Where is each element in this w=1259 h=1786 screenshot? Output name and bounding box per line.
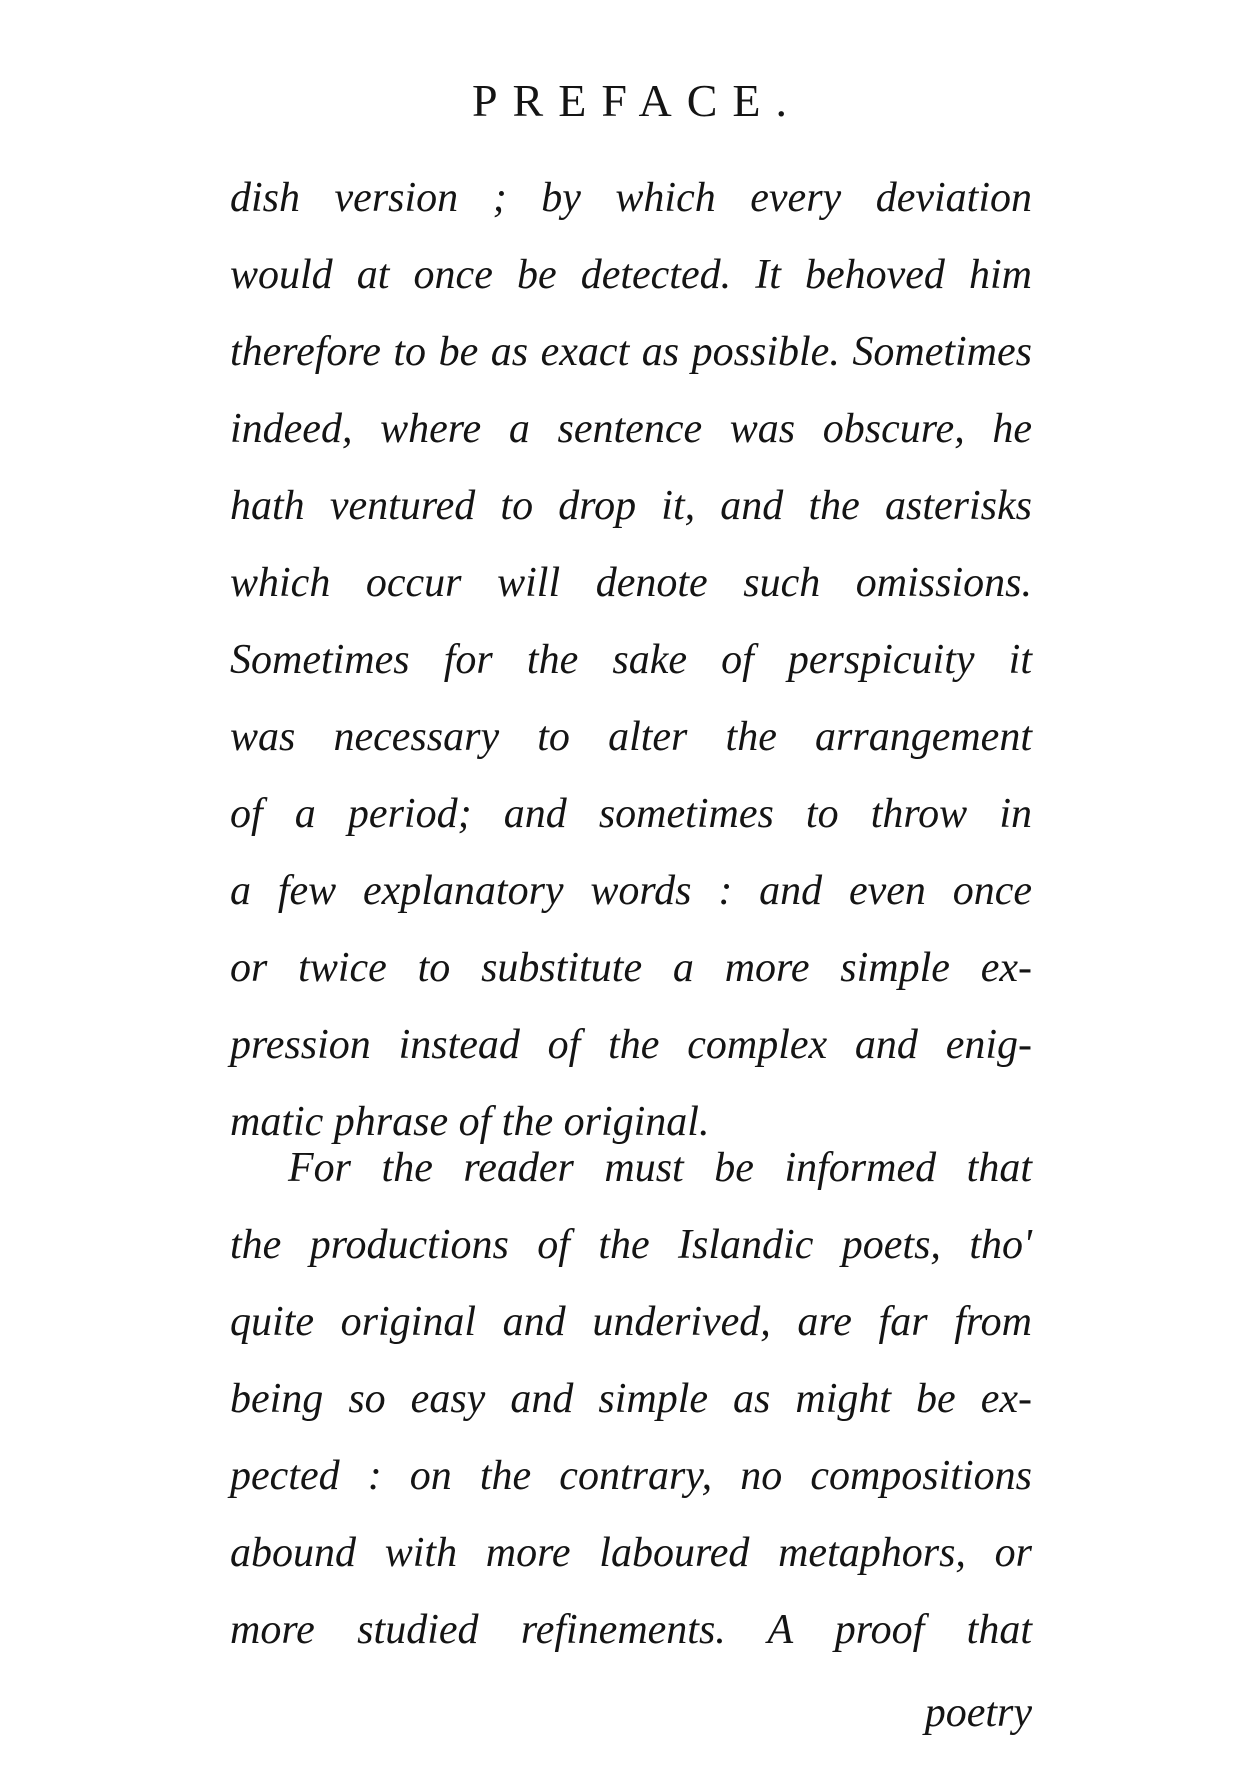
text-line: would at once be detected. It behoved him [230, 252, 1032, 298]
text-line: quite original and underived, are far from [230, 1299, 1032, 1345]
text-line: was necessary to alter the arrangement [230, 714, 1032, 760]
text-line: indeed, where a sentence was obscure, he [230, 406, 1032, 452]
text-line: pected : on the contrary, no compositions [230, 1453, 1032, 1499]
text-line: being so easy and simple as might be ex- [230, 1376, 1032, 1422]
text-line: which occur will denote such omissions. [230, 560, 1032, 606]
text-line: the productions of the Islandic poets, tho' [230, 1222, 1032, 1268]
text-line: or twice to substitute a more simple ex- [230, 945, 1032, 991]
paragraph-1 [230, 160, 1032, 1161]
text-line: therefore to be as exact as possible. Sometimes [230, 329, 1032, 375]
paragraph-2 [230, 1130, 1032, 1669]
text-line: a few explanatory words : and even once [230, 868, 1032, 914]
text-line: hath ventured to drop it, and the asterisks [230, 483, 1032, 529]
text-line: dish version ; by which every deviation [230, 175, 1032, 221]
text-line: Sometimes for the sake of perspicuity it [230, 637, 1032, 683]
text-line: more studied refinements. A proof that [230, 1607, 1032, 1653]
running-head-title: PREFACE. [471, 75, 803, 126]
text-line: pression instead of the complex and enig- [230, 1022, 1032, 1068]
text-line: For the reader must be informed that [288, 1145, 1032, 1191]
text-line: matic phrase of the original. [230, 1099, 710, 1145]
text-line: of a period; and sometimes to throw in [230, 791, 1032, 837]
catchword: poetry [924, 1690, 1032, 1736]
text-line: abound with more laboured metaphors, or [230, 1530, 1032, 1576]
